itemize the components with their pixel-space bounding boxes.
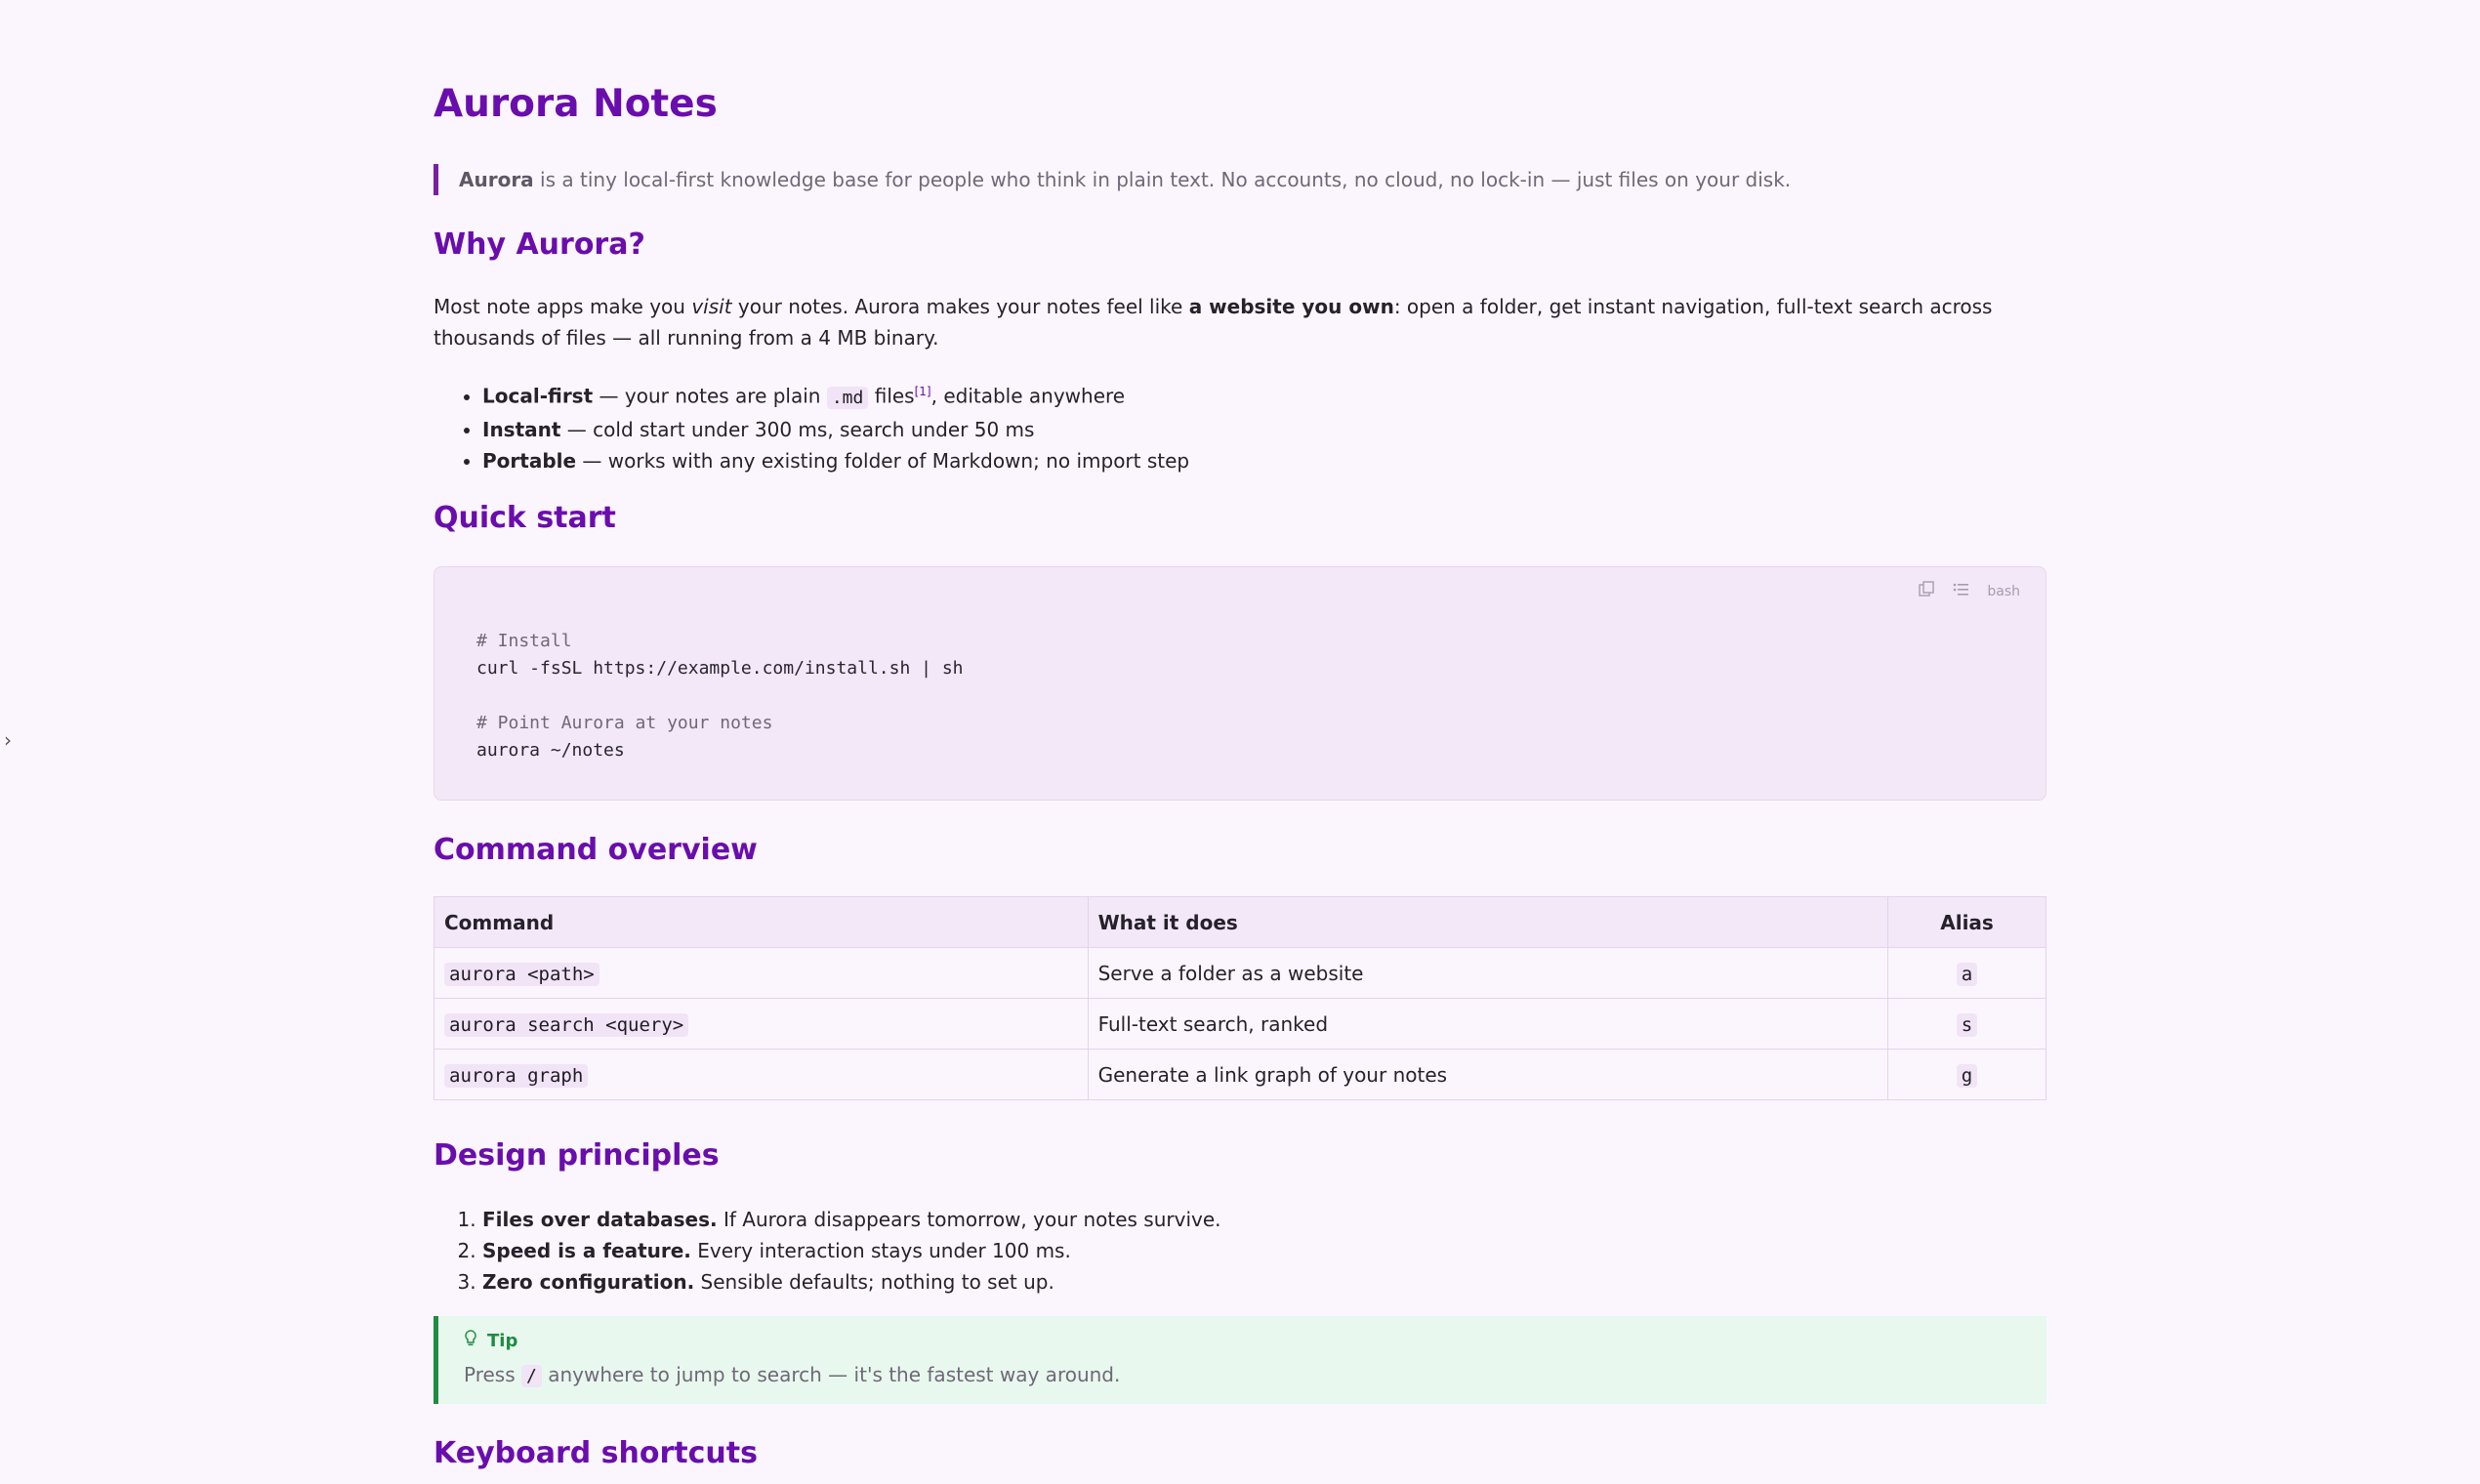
feature-text: — cold start under 300 ms, search under 50 ms [560,417,1035,441]
description-cell: Generate a link graph of your notes [1088,1050,1887,1100]
table-row [434,948,2046,999]
footnote-link[interactable]: [1] [914,385,931,398]
inline-code: / [521,1365,542,1387]
description-cell: Full-text search, ranked [1088,999,1887,1050]
list-item [482,1235,1221,1266]
description-cell: Serve a folder as a website [1088,948,1887,999]
alias-cell [1888,1050,2046,1100]
tip-label: Tip [487,1330,518,1351]
tip-text: anywhere to jump to search — it's the fastest way around. [541,1363,1121,1386]
features-list [434,376,1189,476]
inline-code: a [1957,963,1977,986]
feature-strong: Portable [482,448,577,473]
why-text-1: Most note apps make you [434,295,692,318]
inline-code: aurora search <query> [444,1013,688,1037]
list-item [482,445,1189,476]
alias-cell [1888,999,2046,1050]
heading-command-overview: Command overview [434,833,758,867]
heading-design-principles: Design principles [434,1138,720,1173]
tip-text: Press [464,1363,521,1386]
list-icon[interactable] [1953,581,1969,602]
command-cell [434,948,1089,999]
code-language-label: bash [1987,584,2020,599]
intro-strong: Aurora [459,168,534,191]
why-paragraph [434,291,2046,353]
why-em: visit [691,295,732,318]
feature-text: files [868,384,915,408]
heading-quick-start: Quick start [434,501,616,535]
principle-strong: Zero configuration. [482,1270,695,1294]
feature-text: , editable anywhere [930,384,1126,408]
inline-code: aurora graph [444,1064,588,1088]
table-row [434,1050,2046,1100]
table-header-row [434,897,2046,948]
why-text-2: your notes. Aurora makes your notes feel like [731,295,1189,318]
tip-title [464,1330,517,1351]
table-row [434,999,2046,1050]
intro-text: is a tiny local-first knowledge base for people who think in plain text. No accounts, no cloud, no lock-in — just files on your disk. [533,168,1792,191]
code-content [476,628,964,764]
feature-strong: Local-first [482,384,594,408]
code-comment: # Install [476,631,572,651]
column-header-command: Command [434,897,1089,948]
list-item [482,1266,1221,1298]
principle-strong: Speed is a feature. [482,1239,691,1262]
command-table [434,896,2046,1100]
tip-callout [434,1316,2046,1404]
feature-strong: Instant [482,417,561,441]
heading-why-aurora: Why Aurora? [434,227,645,262]
list-item [482,414,1189,445]
principle-strong: Files over databases. [482,1208,718,1231]
list-item [482,1204,1221,1235]
principle-text: Sensible defaults; nothing to set up. [694,1270,1054,1294]
code-block [434,566,2046,801]
page-title: Aurora Notes [434,82,718,126]
alias-cell [1888,948,2046,999]
inline-code: g [1957,1064,1977,1088]
principle-text: If Aurora disappears tomorrow, your notes survive. [717,1208,1221,1231]
inline-code: .md [827,387,869,409]
column-header-description: What it does [1088,897,1887,948]
principle-text: Every interaction stays under 100 ms. [690,1239,1071,1262]
list-item [482,376,1189,414]
heading-keyboard-shortcuts: Keyboard shortcuts [434,1436,758,1470]
feature-text: — your notes are plain [593,384,827,408]
inline-code: aurora <path> [444,963,599,986]
sidebar-toggle-chevron-right-icon[interactable]: › [4,728,12,752]
lightbulb-icon [464,1330,477,1351]
column-header-alias: Alias [1888,897,2046,948]
copy-icon[interactable] [1919,581,1935,602]
code-line-blank [476,682,964,710]
intro-blockquote [434,164,2060,195]
inline-code: s [1957,1013,1977,1037]
principles-list [434,1204,1221,1298]
code-line: curl -fsSL https://example.com/install.sh | sh [476,658,964,679]
feature-text: — works with any existing folder of Markdown; no import step [576,448,1190,473]
command-cell [434,1050,1089,1100]
code-comment: # Point Aurora at your notes [476,713,773,733]
tip-body [464,1363,1120,1386]
why-strong: a website you own [1188,295,1394,318]
code-line: aurora ~/notes [476,740,625,761]
code-toolbar [1919,581,2020,602]
command-cell [434,999,1089,1050]
why-text-3: : open a folder, get instant navigation, full-text search across thousands of files — all running from a 4 MB binary. [434,295,1993,350]
